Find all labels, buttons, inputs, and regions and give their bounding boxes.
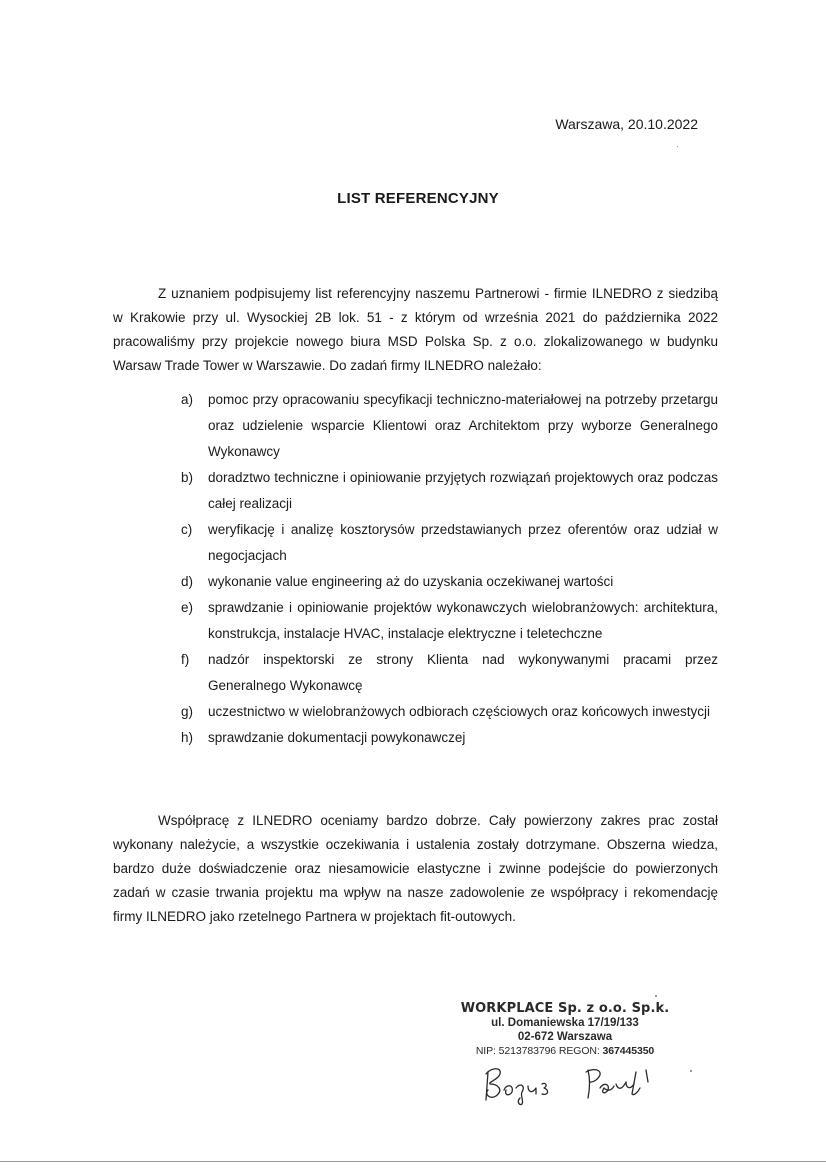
list-item-text: sprawdzanie dokumentacji powykonawczej: [208, 730, 466, 745]
signature-two-stroke: [632, 1072, 640, 1095]
list-item: [181, 595, 718, 647]
closing-paragraph: Współpracę z ILNEDRO oceniamy bardzo dobrze. Cały powierzony zakres prac został wykonany należycie, a wszystkie oczekiwania i ustalenia zostały dotrzymane. Obszerna wiedza, bardzo duże doświadczenie oraz niesamowicie elastyczne i zwinne podejście do powierzonych zadań w czasie trwania projektu ma wpływ na nasze zadowolenie ze współpracy i rekomendację firmy ILNEDRO jako rzetelnego Partnera w projektach fit-outowych.: [113, 812, 718, 924]
tasks-list: [181, 387, 718, 751]
stamp-nip: NIP: 5213783796 REGON:: [475, 1045, 603, 1057]
list-item: [181, 647, 718, 699]
list-item-text: pomoc przy opracowaniu specyfikacji techniczno-materiałowej na potrzeby przetargu oraz udzielenie wsparcie Klientowi oraz Architektom przy wyborze Generalnego Wykonawcy: [208, 392, 718, 459]
signature-two-stroke: [616, 1082, 634, 1088]
list-item: [181, 569, 718, 595]
page-bottom-edge: [0, 1161, 826, 1162]
stamp-company-name: WORKPLACE Sp. z o.o. Sp.k.: [460, 1001, 670, 1016]
scan-artifact: [655, 995, 657, 997]
list-item: [181, 699, 718, 725]
list-item-text: weryfikację i analizę kosztorysów przedstawianych przez oferentów oraz udział w negocjacjach: [208, 522, 718, 563]
list-marker: b): [181, 470, 194, 485]
list-marker: c): [181, 522, 193, 537]
signature-two-stroke: [600, 1084, 614, 1092]
list-item: [181, 725, 718, 751]
list-marker: h): [181, 730, 194, 745]
signature-two-stroke: [586, 1070, 600, 1083]
signature-one-stroke: [528, 1086, 536, 1094]
list-item-text: nadzór inspektorski ze strony Klienta nad wykonywanymi pracami przez Generalnego Wykonawcę: [208, 652, 718, 693]
company-stamp: [440, 1002, 690, 1058]
signature-one-stroke: [516, 1085, 523, 1105]
scan-artifact: [690, 1070, 692, 1072]
signature-one-stroke: [542, 1083, 548, 1094]
list-marker: a): [181, 392, 194, 407]
signature-two-stroke: [646, 1070, 648, 1082]
stamp-registration: [440, 1044, 690, 1058]
intro-paragraph: Z uznaniem podpisujemy list referencyjny naszemu Partnerowi - firmie ILNEDRO z siedzibą w Krakowie przy ul. Wysockiej 2B lok. 51 - z którym od września 2021 do października 2022 pracowaliśmy przy projekcie nowego biura MSD Polska Sp. z o.o. zlokalizowanego w budynku Warsaw Trade Tower w Warszawie. Do zadań firmy ILNEDRO należało:: [113, 285, 718, 373]
signature-two-stroke: [588, 1070, 590, 1098]
list-marker: f): [181, 652, 190, 667]
list-item-text: doradztwo techniczne i opiniowanie przyjętych rozwiązań projektowych oraz podczas całej realizacji: [208, 470, 718, 511]
list-item-text: wykonanie value engineering aż do uzyskania oczekiwanej wartości: [208, 574, 614, 589]
stamp-street: ul. Domaniewska 17/19/133: [491, 1017, 639, 1029]
list-item: [181, 465, 718, 517]
list-item: [181, 387, 718, 465]
signature-one-stroke: [504, 1086, 512, 1095]
list-marker: g): [181, 704, 194, 719]
letter-title: LIST REFERENCYJNY: [337, 190, 499, 207]
list-marker: e): [181, 600, 194, 615]
list-item-text: uczestnictwo w wielobranżowych odbiorach częściowych oraz końcowych inwestycji: [208, 704, 710, 719]
scan-artifact: [677, 146, 678, 147]
list-item: [181, 517, 718, 569]
stamp-regon: 367445350: [602, 1045, 655, 1057]
list-marker: d): [181, 574, 194, 589]
handwritten-signatures: [478, 1060, 668, 1106]
list-item-text: sprawdzanie i opiniowanie projektów wykonawczych wielobranżowych: architektura, konstrukcja, instalacje HVAC, instalacje elektryczne i teletechczne: [208, 600, 718, 641]
stamp-city: 02-672 Warszawa: [517, 1031, 613, 1043]
place-date: Warszawa, 20.10.2022: [555, 116, 698, 132]
